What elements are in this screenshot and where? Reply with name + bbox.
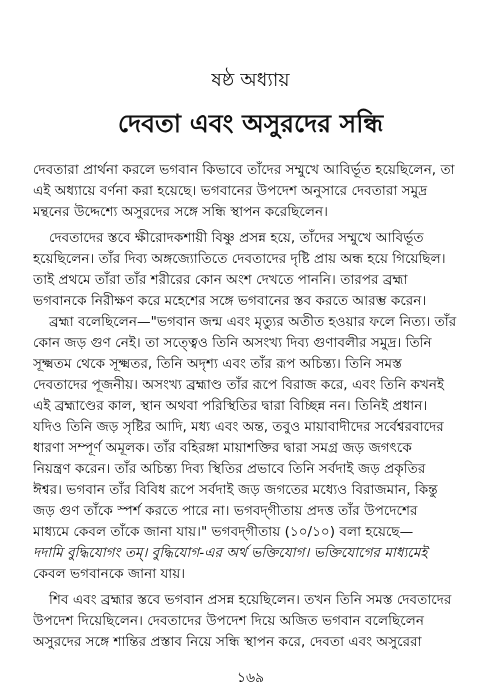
text-line: দেবতাদের স্তবে ক্ষীরোদকশায়ী বিষ্ণু প্রসন্ন হয়ে, তাঁদের সম্মুখে আবির্ভূত bbox=[49, 230, 424, 246]
text-line: দেবতাদের পূজনীয়। অসংখ্য ব্রহ্মাণ্ড তাঁর রূপে বিরাজ করে, এবং তিনি কখনই bbox=[33, 377, 445, 393]
text-line: সূক্ষ্মতম থেকে সূক্ষ্মতর, তিনি অদৃশ্য এবং তাঁর রূপ অচিন্ত্য। তিনি সমস্ত bbox=[33, 356, 402, 372]
text-line: ব্রহ্মা বলেছিলেন—"ভগবান জন্ম এবং মৃত্যুর অতীত হওয়ার ফলে নিত্য। তাঁর bbox=[49, 314, 457, 330]
chapter-title: দেবতা এবং অসুরদের সন্ধি bbox=[117, 109, 384, 138]
text-line: ভগবানকে নিরীক্ষণ করে মহেশের সঙ্গে ভগবানের স্তব করতে আরম্ভ করেন। bbox=[33, 293, 427, 309]
paragraph bbox=[33, 160, 479, 223]
text-line: কোন জড় গুণ নেই। তা সত্ত্বেও তিনি অসংখ্য দিব্য গুণাবলীর সমুদ্র। তিনি bbox=[33, 335, 432, 351]
chapter-label: ষষ্ঠ অধ্যায় bbox=[211, 69, 290, 91]
text-line: এই অধ্যায়ে বর্ণনা করা হয়েছে। ভগবানের উপদেশ অনুসারে দেবতারা সমুদ্র bbox=[33, 183, 428, 199]
text-line: মাধ্যমে কেবল তাঁকে জানা যায়।" ভগবদ্‌গীতায় (১০/১০) বলা হয়েছে— bbox=[33, 524, 414, 540]
text-line: দেবতারা প্রার্থনা করলে ভগবান কিভাবে তাঁদের সম্মুখে আবির্ভূত হয়েছিলেন, তা bbox=[33, 162, 455, 178]
page-number: ১৬৯ bbox=[236, 670, 265, 686]
text-line: ধারণা সম্পূর্ণ অমূলক। তাঁর বহিরঙ্গা মায়াশক্তির দ্বারা সমগ্র জড় জগৎকে bbox=[33, 440, 412, 456]
text-line: শিব এবং ব্রহ্মার স্তবে ভগবান প্রসন্ন হয়েছিলেন। তখন তিনি সমস্ত দেবতাদের bbox=[49, 592, 452, 608]
text-line: হয়েছিলেন। তাঁর দিব্য অঙ্গজ্যোতিতে দেবতাদের দৃষ্টি প্রায় অন্ধ হয়ে গিয়েছিল। bbox=[33, 251, 446, 267]
text-line: উপদেশ দিয়েছিলেন। দেবতাদের উপদেশ দিয়ে অজিত ভগবান বলেছিলেন bbox=[33, 613, 424, 629]
text-line: কেবল ভগবানকে জানা যায়। bbox=[33, 566, 186, 582]
paragraph bbox=[33, 312, 479, 585]
text-line: অসুরদের সঙ্গে শান্তির প্রস্তাব নিয়ে সন্ধি স্থাপন করে, দেবতা এবং অসুরেরা bbox=[33, 634, 422, 650]
text-line: দদামি বুদ্ধিযোগং তম্‌। বুদ্ধিযোগ-এর অর্থ ভক্তিযোগ। ভক্তিযোগের মাধ্যমেই bbox=[33, 545, 428, 561]
paragraph bbox=[33, 228, 479, 312]
text-line: যদিও তিনি জড় সৃষ্টির আদি, মধ্য এবং অন্ত, তবুও মায়াবাদীদের সর্বেশ্বরবাদের bbox=[33, 419, 444, 435]
text-line: ঈশ্বর। ভগবান তাঁর বিবিধ রূপে সর্বদাই জড় জগতের মধ্যেও বিরাজমান, কিন্তু bbox=[33, 482, 438, 498]
text-line: জড় গুণ তাঁকে স্পর্শ করতে পারে না। ভগবদ্‌গীতায় প্রদত্ত তাঁর উপদেশের bbox=[33, 503, 418, 519]
text-line: তাই প্রথমে তাঁরা তাঁর শরীরের কোন অংশ দেখতে পাননি। তারপর ব্রহ্মা bbox=[33, 272, 408, 288]
text-line: নিয়ন্ত্রণ করেন। তাঁর অচিন্ত্য দিব্য স্থিতির প্রভাবে তিনি সর্বদাই জড় প্রকৃতির bbox=[33, 461, 426, 477]
chapter-summary bbox=[33, 160, 479, 653]
text-line: মন্থনের উদ্দেশ্যে অসুরদের সঙ্গে সন্ধি স্থাপন করেছিলেন। bbox=[33, 204, 328, 220]
text-line: এই ব্রহ্মাণ্ডের কাল, স্থান অথবা পরিস্থিতির দ্বারা বিচ্ছিন্ন নন। তিনিই প্রধান। bbox=[33, 398, 428, 414]
paragraph bbox=[33, 590, 479, 653]
